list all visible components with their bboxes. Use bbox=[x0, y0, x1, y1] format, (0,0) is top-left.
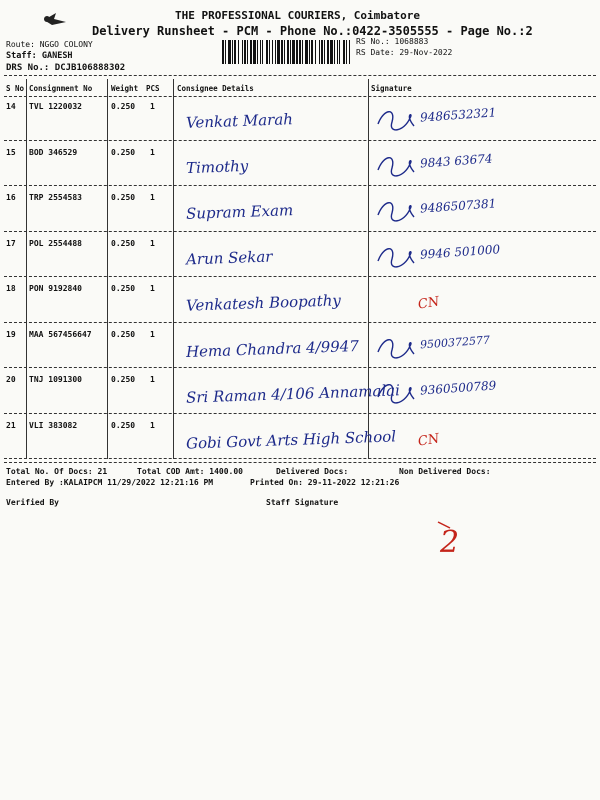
cell-signature-handwriting: 9486507381 bbox=[419, 196, 497, 216]
cell-pcs: 1 bbox=[150, 193, 155, 202]
company-title: THE PROFESSIONAL COURIERS, Coimbatore bbox=[175, 9, 421, 22]
col-divider bbox=[26, 79, 27, 459]
cell-pcs: 1 bbox=[150, 238, 155, 248]
rs-date-value: 29-Nov-2022 bbox=[399, 48, 453, 57]
signature-scribble bbox=[374, 377, 418, 411]
total-cod: Total COD Amt: 1400.00 bbox=[137, 467, 243, 476]
cell-consignee-handwriting: Arun Sekar bbox=[185, 246, 273, 269]
row-divider bbox=[4, 322, 596, 323]
rs-no-value: 1068883 bbox=[394, 37, 429, 46]
footer-rule bbox=[4, 462, 596, 463]
cell-consignment: VLI 383082 bbox=[29, 420, 78, 430]
top-rule bbox=[4, 75, 596, 76]
cell-weight: 0.250 bbox=[111, 375, 136, 384]
cell-sno: 15 bbox=[6, 147, 16, 157]
cell-pcs: 1 bbox=[150, 329, 155, 339]
header-rule bbox=[4, 96, 596, 97]
cell-sno: 19 bbox=[6, 329, 16, 339]
cell-signature-handwriting: 9946 501000 bbox=[419, 241, 501, 262]
cell-consignee-handwriting: Hema Chandra 4/9947 bbox=[185, 336, 360, 361]
cell-signature-handwriting: 9843 63674 bbox=[419, 150, 493, 171]
cell-consignment: PON 9192840 bbox=[29, 284, 82, 293]
cell-consignee-handwriting: Gobi Govt Arts High School bbox=[185, 426, 397, 453]
cell-weight: 0.250 bbox=[111, 420, 136, 430]
row-divider bbox=[4, 231, 596, 232]
route-line bbox=[6, 40, 93, 49]
cell-sno: 17 bbox=[6, 238, 16, 248]
courier-logo-icon bbox=[42, 10, 68, 28]
barcode bbox=[222, 40, 352, 64]
row-divider bbox=[4, 413, 596, 414]
row-divider bbox=[4, 458, 596, 459]
cell-sno: 21 bbox=[6, 420, 16, 430]
staff-line bbox=[6, 51, 73, 61]
entered-by: Entered By :KALAIPCM 11/29/2022 12:21:16 PM bbox=[6, 478, 214, 487]
margin-note: 2 bbox=[440, 525, 460, 560]
cell-sno: 18 bbox=[6, 284, 16, 293]
staff-signature-label: Staff Signature bbox=[266, 498, 339, 507]
rs-no-line bbox=[356, 37, 428, 46]
cell-red-mark: CN bbox=[416, 430, 441, 450]
cell-consignment: TRP 2554583 bbox=[29, 193, 82, 202]
rs-no-label: RS No.: bbox=[356, 37, 390, 46]
cell-weight: 0.250 bbox=[111, 193, 136, 202]
col-sno: S No bbox=[6, 84, 25, 93]
cell-red-mark: CN bbox=[416, 294, 441, 313]
cell-consignment: BOD 346529 bbox=[29, 147, 78, 157]
cell-signature-handwriting: 9360500789 bbox=[419, 378, 497, 398]
cell-pcs: 1 bbox=[150, 375, 155, 384]
drs-line bbox=[6, 63, 125, 73]
col-weight: Weight bbox=[111, 84, 139, 93]
cell-sno: 14 bbox=[6, 102, 16, 111]
printed-on: Printed On: 29-11-2022 12:21:26 bbox=[250, 478, 400, 487]
non-delivered-docs: Non Delivered Docs: bbox=[399, 467, 491, 476]
cell-consignment: MAA 567456647 bbox=[29, 329, 92, 339]
rs-date-line bbox=[356, 48, 452, 57]
drs-label: DRS No.: bbox=[6, 63, 50, 73]
col-divider bbox=[368, 79, 369, 459]
signature-scribble bbox=[374, 104, 418, 138]
verified-by: Verified By bbox=[6, 498, 59, 507]
col-signature: Signature bbox=[371, 84, 412, 93]
signature-scribble bbox=[374, 195, 418, 229]
signature-scribble bbox=[374, 332, 418, 366]
cell-weight: 0.250 bbox=[111, 284, 136, 293]
page-subtitle: Delivery Runsheet - PCM - Phone No.:0422-3505555 - Page No.:2 bbox=[92, 24, 533, 38]
signature-scribble bbox=[374, 150, 418, 184]
cell-consignment: TVL 1220032 bbox=[29, 102, 82, 111]
delivered-docs: Delivered Docs: bbox=[276, 467, 349, 476]
col-divider bbox=[107, 79, 108, 459]
cell-pcs: 1 bbox=[150, 420, 155, 430]
total-docs: Total No. Of Docs: 21 bbox=[6, 467, 108, 476]
cell-weight: 0.250 bbox=[111, 329, 136, 339]
rs-date-label: RS Date: bbox=[356, 48, 395, 57]
col-consignment: Consignment No bbox=[29, 84, 93, 93]
cell-pcs: 1 bbox=[150, 147, 155, 157]
row-divider bbox=[4, 367, 596, 368]
cell-sno: 20 bbox=[6, 375, 16, 384]
row-divider bbox=[4, 276, 596, 277]
cell-consignment: TNJ 1091300 bbox=[29, 375, 82, 384]
drs-value: DCJB106888302 bbox=[54, 63, 126, 73]
cell-consignee-handwriting: Sri Raman 4/106 Annamalai bbox=[185, 381, 401, 407]
cell-signature-handwriting: 9486532321 bbox=[419, 105, 497, 125]
cell-weight: 0.250 bbox=[111, 102, 136, 111]
staff-label: Staff: bbox=[6, 51, 37, 61]
cell-consignee-handwriting: Timothy bbox=[185, 156, 249, 177]
cell-consignee-handwriting: Venkatesh Boopathy bbox=[185, 291, 342, 315]
cell-pcs: 1 bbox=[150, 284, 155, 293]
signature-scribble bbox=[374, 241, 418, 275]
cell-weight: 0.250 bbox=[111, 147, 136, 157]
row-divider bbox=[4, 140, 596, 141]
cell-weight: 0.250 bbox=[111, 238, 136, 248]
col-pcs: PCS bbox=[146, 84, 160, 93]
cell-sno: 16 bbox=[6, 193, 16, 202]
cell-consignment: POL 2554488 bbox=[29, 238, 82, 248]
col-consignee: Consignee Details bbox=[177, 84, 254, 93]
route-value: NGGO COLONY bbox=[39, 40, 93, 49]
route-label: Route: bbox=[6, 40, 35, 49]
cell-consignee-handwriting: Venkat Marah bbox=[185, 110, 294, 132]
cell-signature-handwriting: 9500372577 bbox=[419, 333, 491, 351]
cell-pcs: 1 bbox=[150, 102, 155, 111]
col-divider bbox=[173, 79, 174, 459]
staff-value: GANESH bbox=[41, 51, 73, 61]
row-divider bbox=[4, 185, 596, 186]
cell-consignee-handwriting: Supram Exam bbox=[185, 201, 294, 223]
